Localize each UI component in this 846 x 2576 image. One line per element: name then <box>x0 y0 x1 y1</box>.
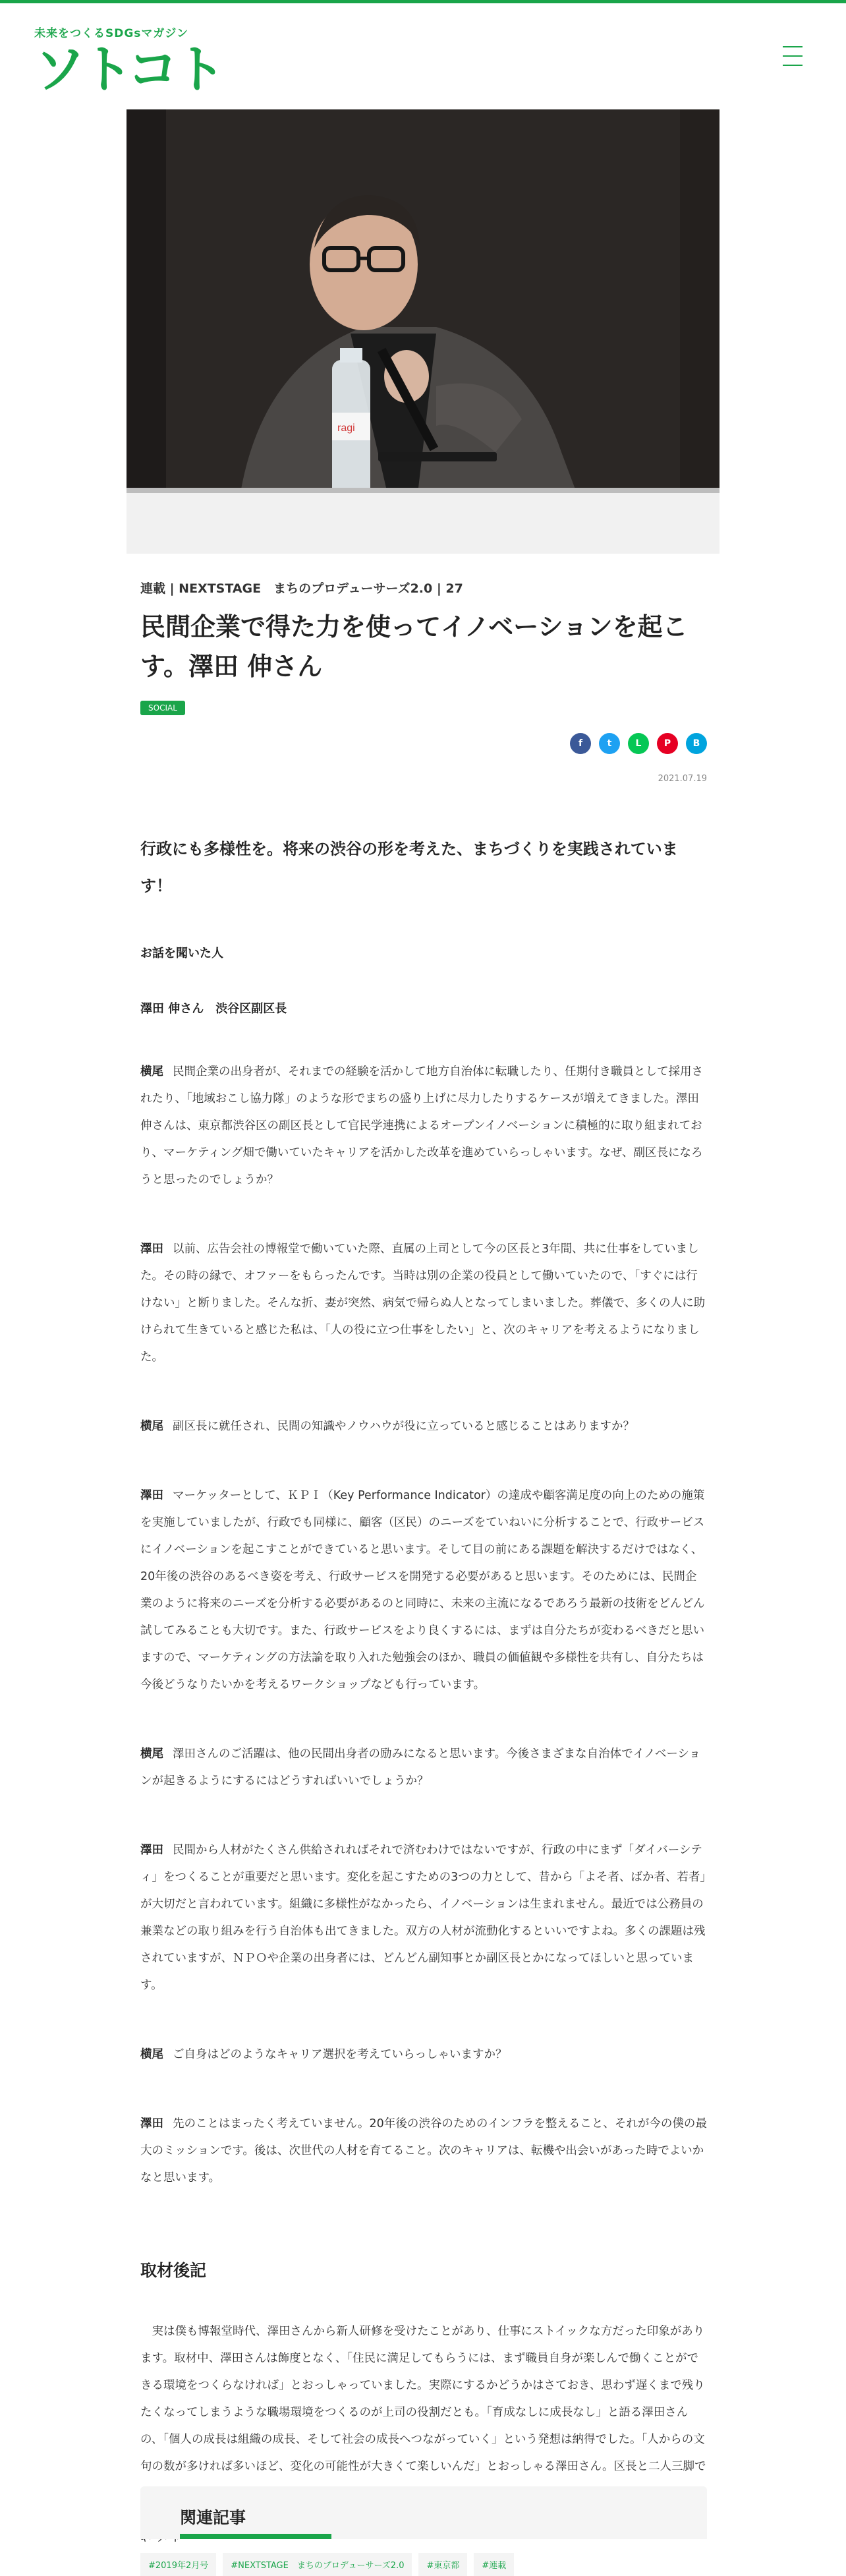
speaker: 澤田 <box>140 1844 163 1857</box>
paragraph: 横尾 民間企業の出身者が、それまでの経験を活かして地方自治体に転職したり、任期付き職員として採用されたり、「地域おこし協力隊」のような形でまちの盛り上げに尽力したりするケースが増えてきました。澤田伸さんは、東京都渋谷区の副区長として官民学連携によるオープンイノベーションに積極的に取り組まれており、マーケティング畑で働いていたキャリアを活かした改革を進めていらっしゃいます。なぜ、副区長になろうと思ったのでしょうか？ <box>140 1065 703 1186</box>
keyword-tag[interactable]: #連載 <box>474 2553 514 2576</box>
speaker: 横尾 <box>140 1747 163 1761</box>
facebook-share-icon[interactable]: f <box>570 733 591 754</box>
paragraph: 澤田 民間から人材がたくさん供給されればそれで済むわけではないですが、行政の中にまず「ダイバーシティ」をつくることが重要だと思います。変化を起こすための3つの力として、昔から「よそ者、ばか者、若者」が大切だと言われています。組織に多様性がなかったら、イノベーションは生まれません。最近では公務員の兼業などの取り組みを行う自治体も出てきました。双方の人材が流動化するといいですよね。多くの課題は残されていますが、ＮＰＯや企業の出身者には、どんどん副知事とか副区長とかになってほしいと思っています。 <box>140 1844 706 1992</box>
related-articles <box>140 2486 707 2539</box>
keyword-list <box>140 2553 707 2576</box>
speaker: 横尾 <box>140 1420 163 1433</box>
paragraph: 澤田 以前、広告会社の博報堂で働いていた際、直属の上司として今の区長と3年間、共に仕事をしていました。その時の縁で、オファーをもらったんです。当時は別の企業の役員として働いていたので、「すぐには行けない」と断りました。そんな折、妻が突然、病気で帰らぬ人となってしまいました。葬儀で、多くの人に助けられて生きていると感じた私は、「人の役に立つ仕事をしたい」と、次のキャリアを考えるようになりました。 <box>140 1243 706 1364</box>
line-share-icon[interactable]: L <box>628 733 649 754</box>
publish-date: 2021.07.19 <box>658 774 707 784</box>
speaker: 澤田 <box>140 1243 163 1256</box>
related-article-thumbnail[interactable] <box>180 2534 331 2539</box>
hamburger-menu-icon[interactable] <box>783 45 803 69</box>
keyword-tag[interactable]: #NEXTSTAGE まちのプロデューサーズ2.0 <box>223 2553 412 2576</box>
speaker: 横尾 <box>140 1065 163 1078</box>
share-buttons <box>570 733 707 754</box>
interviewee-label: お話を聞いた人 <box>140 947 223 960</box>
top-accent-bar <box>0 0 846 3</box>
keyword-tag[interactable]: #2019年2月号 <box>140 2553 216 2576</box>
hatena-share-icon[interactable]: B <box>686 733 707 754</box>
bottle-label-text: ragi <box>337 423 355 434</box>
article-title: 民間企業で得た力を使ってイノベーションを起こす。澤田 伸さん <box>140 612 688 681</box>
hero-illustration <box>127 109 719 554</box>
related-title: 関連記事 <box>180 2508 246 2527</box>
interviewee-name: 澤田 伸さん 渋谷区副区長 <box>140 1002 287 1016</box>
hero-photo <box>127 109 719 554</box>
series-label[interactable]: 連載 | NEXTSTAGE まちのプロデューサーズ2.0 | 27 <box>140 581 463 596</box>
site-tagline: 未来をつくるSDGsマガジン <box>34 27 189 40</box>
afterword-text: 実は僕も博報堂時代、澤田さんから新人研修を受けたことがあり、仕事にストイックな方だった印象があります。取材中、澤田さんは飾度となく、「住民に満足してもらうには、まず職員自身が楽しんで働くことができる環境をつくらなければ」とおっしゃっていました。実際にするかどうかはさておき、思わず遅くまで残りたくなってしまうような職場環境をつくるのが上司の役割だとも。「育成なしに成長なし」と語る澤田さんの、「個人の成長は組織の成長、そして社会の成長へつながっていく」という発想は納得でした。「人からの文句の数が多ければ多いほど、変化の可能性が大きくて楽しいんだ」とおっしゃる澤田さん。区長と二人三脚で <box>140 2325 706 2473</box>
afterword-title: 取材後記 <box>140 2261 207 2280</box>
article-header <box>140 579 707 784</box>
speaker: 澤田 <box>140 1489 163 1502</box>
article-body <box>140 831 707 2576</box>
paragraph: 横尾 副区長に就任され、民間の知識やノウハウが役に立っていると感じることはありますか？ <box>140 1420 635 1433</box>
logo-wordmark: ソトコト <box>34 40 222 100</box>
lead-text: 行政にも多様性を。将来の渋谷の形を考えた、まちづくりを実践されています！ <box>140 840 678 895</box>
paragraph: 横尾 ご自身はどのようなキャリア選択を考えていらっしゃいますか？ <box>140 2048 507 2061</box>
category-tag[interactable]: SOCIAL <box>140 701 185 715</box>
pinterest-share-icon[interactable]: P <box>657 733 678 754</box>
paragraph: 澤田 先のことはまったく考えていません。20年後の渋谷のためのインフラを整えること、それが今の僕の最大のミッションです。後は、次世代の人材を育てること。次のキャリアは、転機や出会いがあった時でよいかなと思います。 <box>140 2117 707 2184</box>
site-logo[interactable] <box>34 24 222 98</box>
speaker: 澤田 <box>140 2117 163 2130</box>
keyword-tag[interactable]: #東京都 <box>418 2553 467 2576</box>
twitter-share-icon[interactable]: t <box>599 733 620 754</box>
paragraph: 横尾 澤田さんのご活躍は、他の民間出身者の励みになると思います。今後さまざまな自治体でイノベーションが起きるようにするにはどうすればいいでしょうか？ <box>140 1747 701 1788</box>
paragraph: 澤田 マーケッターとして、ＫＰＩ（Key Performance Indicator）の達成や顧客満足度の向上のための施策を実施していましたが、行政でも同様に、顧客（区民）のニーズをていねいに分析することで、行政サービスにイノベーションを起こすことができていると思います。そして目の前にある課題を解決するだけではなく、20年後の渋谷のあるべき姿を考え、行政サービスを開発する必要があると思います。そのためには、民間企業のように将来のニーズを分析する必要があるのと同時に、未来の主流になるであろう最新の技術をどんどん試してみることも大切です。また、行政サービスをより良くするには、まずは自分たちが変わるべきだと思いますので、マーケティングの方法論を取り入れた勉強会のほか、職員の価値観や多様性を共有し、自分たちは今後どうなりたいかを考えるワークショップなども行っています。 <box>140 1489 705 1691</box>
speaker: 横尾 <box>140 2048 163 2061</box>
